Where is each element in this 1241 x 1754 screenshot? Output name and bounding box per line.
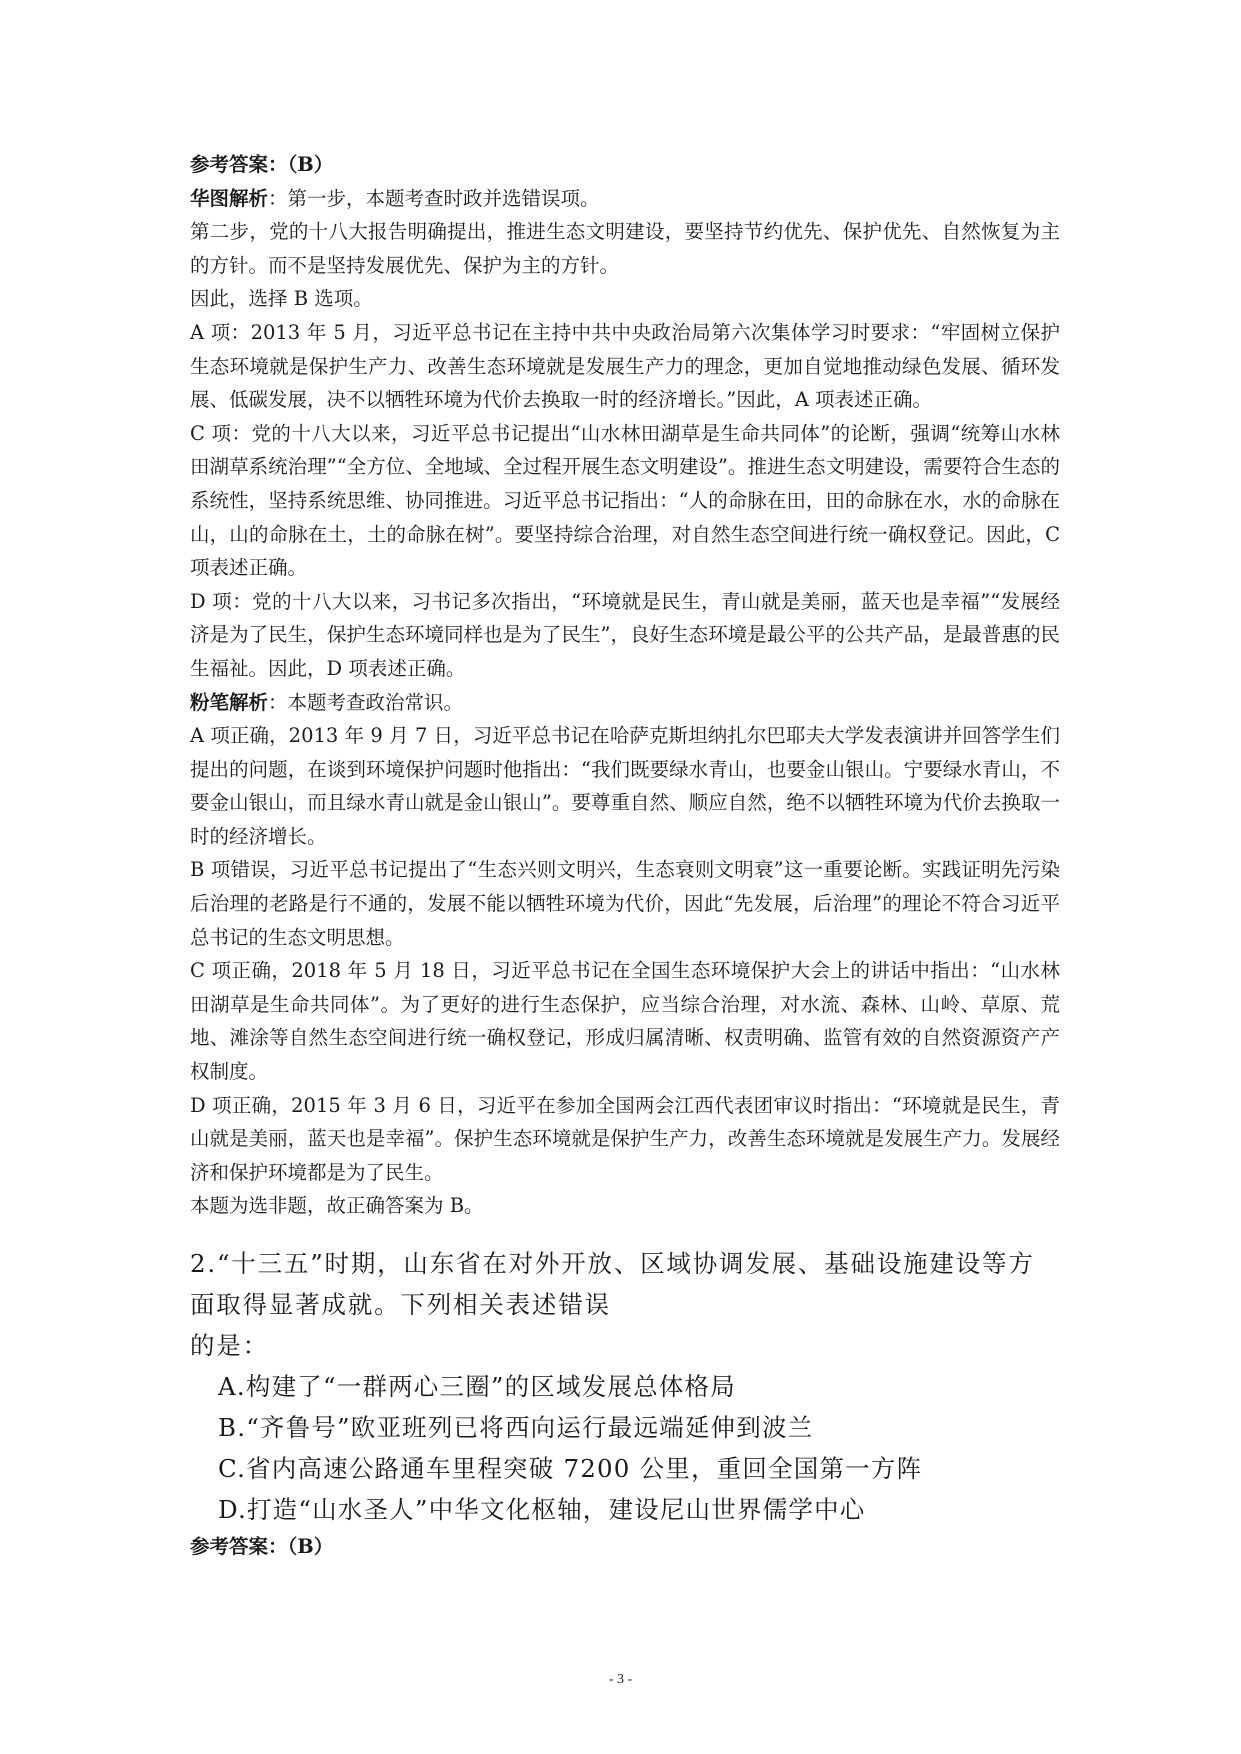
page-number: - 3 - <box>608 1672 633 1687</box>
answer-line-q2 <box>190 1530 1060 1564</box>
huatu-paragraph: 第二步，党的十八大报告明确提出，推进生态文明建设，要坚持节约优先、保护优先、自然恢复为主的方针。而不是坚持发展优先、保护为主的方针。 <box>190 220 1060 277</box>
question-option-d: D.打造“山水圣人”中华文化枢轴，建设尼山世界儒学中心 <box>218 1495 866 1524</box>
question-option-b: B.“齐鲁号”欧亚班列已将西向运行最远端延伸到波兰 <box>218 1413 814 1442</box>
fenbi-intro-line <box>190 686 1060 720</box>
answer-line <box>190 148 1060 182</box>
answer-label: 参考答案： <box>190 153 288 176</box>
document-page <box>190 148 1060 1564</box>
huatu-paragraph: C 项：党的十八大以来，习近平总书记提出“山水林田湖草是生命共同体”的论断，强调“统筹山水林田湖草系统治理”“全方位、全地域、全过程开展生态文明建设”。推进生态文明建设，需要符合生态的系统性，坚持系统思维、协同推进。习近平总书记指出：“人的命脉在田，田的命脉在水，水的命脉在山，山的命脉在土，土的命脉在树”。要坚持综合治理，对自然生态空间进行统一确权登记。因此，C 项表述正确。 <box>190 421 1060 580</box>
fenbi-paragraph: D 项正确，2015 年 3 月 6 日，习近平在参加全国两会江西代表团审议时指出：“环境就是民生，青山就是美丽，蓝天也是幸福”。保护生态环境就是保护生产力，改善生态环境就是发展生产力。发展经济和保护环境都是为了民生。 <box>190 1093 1060 1184</box>
huatu-paragraph: 因此，选择 B 选项。 <box>190 287 373 311</box>
huatu-paragraph: D 项：党的十八大以来，习书记多次指出，“环境就是民生，青山就是美丽，蓝天也是幸福”“发展经济是为了民生，保护生态环境同样也是为了民生”，良好生态环境是最公平的公共产品，是最普惠的民生福祉。因此，D 项表述正确。 <box>190 589 1060 680</box>
fenbi-paragraph: C 项正确，2018 年 5 月 18 日，习近平总书记在全国生态环境保护大会上的讲话中指出：“山水林田湖草是生命共同体”。为了更好的进行生态保护，应当综合治理，对水流、森林、山岭、草原、荒地、滩涂等自然生态空间进行统一确权登记，形成归属清晰、权责明确、监管有效的自然资源资产产权制度。 <box>190 959 1060 1084</box>
huatu-intro-line <box>190 182 1060 216</box>
fenbi-paragraph: A 项正确，2013 年 9 月 7 日，习近平总书记在哈萨克斯坦纳扎尔巴耶夫大学发表演讲并回答学生们提出的问题，在谈到环境保护问题时他指出：“我们既要绿水青山，也要金山银山。宁要绿水青山，不要金山银山，而且绿水青山就是金山银山”。要尊重自然、顺应自然，绝不以牺牲环境为代价去换取一时的经济增长。 <box>190 724 1060 848</box>
fenbi-label: 粉笔解析 <box>190 690 269 714</box>
answer-value: （B） <box>287 153 334 176</box>
question-stem: 2.“十三五”时期，山东省在对外开放、区域协调发展、基础设施建设等方面取得显著成就。下列相关表述错误 <box>190 1249 1035 1319</box>
question-option-c: C.省内高速公路通车里程突破 7200 公里，重回全国第一方阵 <box>218 1454 923 1483</box>
fenbi-intro: ：本题考查政治常识。 <box>268 690 464 714</box>
question-stem-tail: 的是： <box>190 1331 269 1360</box>
huatu-intro: ：第一步，本题考查时政并选错误项。 <box>268 186 600 210</box>
fenbi-paragraph: 本题为选非题，故正确答案为 B。 <box>190 1194 484 1218</box>
huatu-paragraph: A 项：2013 年 5 月，习近平总书记在主持中共中央政治局第六次集体学习时要求：“牢固树立保护生态环境就是保护生产力、改善生态环境就是发展生产力的理念，更加自觉地推动绿色发展、循环发展、低碳发展，决不以牺牲环境为代价去换取一时的经济增长。”因此，A 项表述正确。 <box>190 320 1060 412</box>
huatu-label: 华图解析 <box>190 186 269 210</box>
fenbi-paragraph: B 项错误，习近平总书记提出了“生态兴则文明兴，生态衰则文明衰”这一重要论断。实践证明先污染后治理的老路是行不通的，发展不能以牺牲环境为代价，因此“先发展，后治理”的理论不符合习近平总书记的生态文明思想。 <box>190 858 1060 949</box>
answer-value: （B） <box>287 1535 334 1558</box>
answer-label: 参考答案： <box>190 1535 288 1558</box>
question-option-a: A.构建了“一群两心三圈”的区域发展总体格局 <box>218 1372 736 1401</box>
